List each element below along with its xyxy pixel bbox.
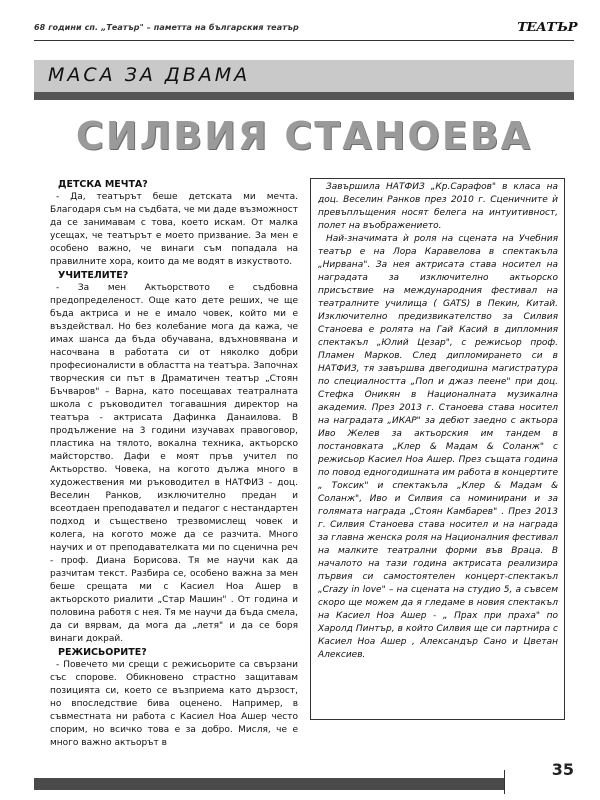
bio-paragraph: Най-значимата ѝ роля на сцената на Учебния театър е на Лора Каравелова в спектакъла „Нирвана". За нея актрисата става носител на наградата за изключително актьорско присъствие на международния фестивал на театралните училища ( GATS) в Пекин, Китай. Изключително предизвикателство за Силвия Станоева е ролята на Гай Касий в дипломния спектакъл „Юлий Цезар", с режисьор проф. Пламен Марков. След дипломирането си в НАТФИЗ, тя завършва двегодишна магистратура по специалността „Поп и джаз пеене" при доц. Стефка Оникян в Националната музикална академия. През 2013 г. Станоева става носител на наградата „ИКАР" за дебют заедно с актьора Иво Желев за актьорския им тандем в постановката „Клер & Мадам & Соланж" с режисьор Касиел Ноа Ашер. През същата година по повод едногодишната им работа в концертите „ Токсик" и спектакъла „Клер & Мадам & Соланж", Иво и Силвия са номинирани и за голямата награда „Стоян Камбарев" . През 2013 г. Силвия Станоева става носител и на награда за главна женска роля на Националния фестивал на малките театрални форми във Враца. В началото на тази година актрисата реализира първия си самостоятелен концерт-спектакъл „Crazy in love" – на сцената на студио 5, а съвсем скоро ще можем да я гледаме в новия спектакъл на Касиел Ноа Ашер - „ Прах при праха" по Харолд Пинтър, в който Силвия ще си партнира с Касиел Ноа Ашер , Александър Сано и Цветан Алексиев.: [318, 234, 558, 660]
footer-bar: [34, 778, 504, 790]
interview-answer: - Да, театърът беше детската ми мечта. Благодаря съм на съдбата, че ми даде възможност да се занимавам с това, което искам. От малка усещах, че театърът е моето призвание. За мен е особено важно, че винаги съм попадала на правилните хора, които да ме водят в изкуството.: [50, 192, 298, 267]
interview-question: ДЕТСКА МЕЧТА?: [58, 179, 148, 190]
section-title: МАСА ЗА ДВАМА: [48, 64, 251, 86]
page-number-divider: [504, 770, 505, 794]
interview-question: РЕЖИСЬОРИТЕ?: [58, 647, 147, 658]
interview-answer: - Повечето ми срещи с режисьорите са свързани със спорове. Обикновено страстно защитавам позицията си, което се възприема като дързост, но впоследствие бива оценено. Например, в съвместната ни работа с Касиел Ноа Ашер често спорим, но всичко това е за добро. Мисля, че е много важно актьорът в: [50, 660, 298, 748]
section-band: [34, 60, 574, 92]
page-number: 35: [551, 760, 574, 779]
interview-column: [50, 178, 298, 750]
bio-box: [318, 181, 558, 662]
interview-answer: - За мен Актьорството е съдбовна предопределеност. Още като дете реших, че ще бъда актриса и не е имало човек, който ми е въздействал. Но без колебание мога да кажа, че имах шанса да бъда обучавана, вдъхновявана и насочвана в работата си от няколко добри професионалисти в областта на театъра. Започнах творческия си път в Драматичен театър „Стоян Бъчваров" – Варна, като посещавах театралната школа с ръководител тогавашния директор на театъра - актрисата Дафинка Данаилова. В продължение на 3 години изучавах правоговор, пластика на тялото, вокална техника, актьорско майсторство. Дафи е моят пръв учител по Актьорство. Човека, на когото дължа много в художествения ми ръководител в НАТФИЗ - доц. Веселин Ранков, изключително предан и всеотдаен преподавател и педагог с нестандартен подход и съществено трезвомислещ човек и колега, на когото може да се разчита. Много научих и от преподавателката ми по сценична реч - проф. Диана Борисова. Тя ме научи как да разчитам текст. Разбира се, особено важна за мен беше срещата ми с Касиел Ноа Ашер в актьорското риалити „Стар Машин" . От година и половина работя с нея. Тя ме научи да бъда смела, да си вярвам, да мога да „летя" и да се боря винаги докрай.: [50, 283, 298, 644]
running-header: [34, 20, 577, 38]
section-band-underline: [34, 92, 574, 100]
magazine-logo: ТЕАТЪР: [517, 20, 577, 34]
interview-question: УЧИТЕЛИТЕ?: [58, 270, 129, 281]
article-title: СИЛВИЯ СТАНОЕВА: [75, 114, 533, 158]
bio-paragraph: Завършила НАТФИЗ „Кр.Сарафов" в класа на доц. Веселин Ранков през 2010 г. Сценичните ѝ превъплъщения носят белега на интуитивност, полет на въображението.: [318, 182, 558, 231]
running-header-text: 68 години сп. „Театър" – паметта на българския театър: [34, 23, 299, 32]
header-rule: [34, 40, 574, 41]
